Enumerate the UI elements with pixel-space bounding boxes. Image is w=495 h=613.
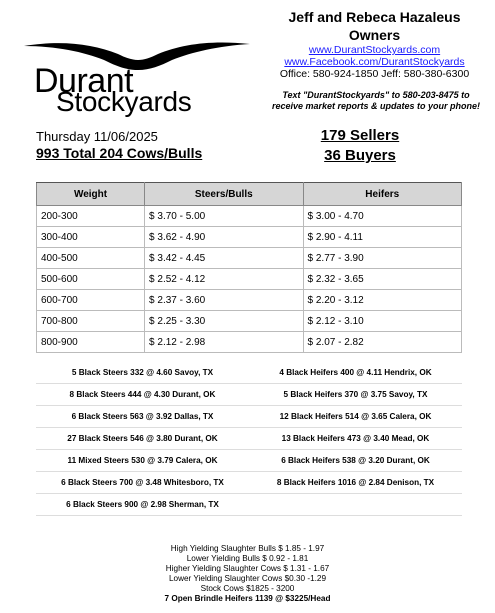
heifers-price-cell: $ 2.20 - 3.12	[303, 290, 461, 311]
text-message-notice	[262, 90, 490, 112]
steers-price-cell: $ 2.37 - 3.60	[145, 290, 303, 311]
website-link[interactable]: www.DurantStockyards.com	[308, 44, 441, 56]
steers-price-cell: $ 2.25 - 3.30	[145, 311, 303, 332]
heifers-price-cell: $ 2.07 - 2.82	[303, 332, 461, 353]
price-line: Stock Cows $1825 - 3200	[200, 584, 295, 593]
steers-price-cell: $ 3.62 - 4.90	[145, 227, 303, 248]
price-line: Lower Yielding Slaughter Cows $0.30 -1.29	[168, 574, 327, 583]
steer-sale: 6 Black Steers 563 @ 3.92 Dallas, TX	[71, 412, 214, 421]
text-notice-line-2: receive market reports & updates to your phone!	[271, 101, 481, 111]
sellers-buyers	[300, 126, 420, 166]
heifer-sale: 13 Black Heifers 473 @ 3.40 Mead, OK	[281, 434, 430, 443]
steers-price-cell: $ 2.52 - 4.12	[145, 269, 303, 290]
list-item	[36, 384, 462, 406]
list-item	[36, 428, 462, 450]
price-table	[36, 182, 462, 353]
price-line: 7 Open Brindle Heifers 1139 @ $3225/Head	[164, 594, 331, 603]
list-item	[36, 406, 462, 428]
weight-cell: 500-600	[37, 269, 145, 290]
table-row	[37, 332, 462, 353]
table-row	[37, 311, 462, 332]
sellers-count: 179 Sellers	[320, 127, 400, 144]
buyers-count: 36 Buyers	[324, 147, 396, 164]
price-line: Higher Yielding Slaughter Cows $ 1.31 - 1.67	[165, 564, 330, 573]
logo-text-stockyards: Stockyards	[56, 86, 192, 117]
weight-cell: 800-900	[37, 332, 145, 353]
weight-cell: 400-500	[37, 248, 145, 269]
heifers-price-cell: $ 2.90 - 4.11	[303, 227, 461, 248]
list-item	[36, 494, 462, 516]
steers-price-cell: $ 3.70 - 5.00	[145, 206, 303, 227]
steer-sale: 8 Black Steers 444 @ 4.30 Durant, OK	[69, 390, 216, 399]
total-head-count: 993 Total 204 Cows/Bulls	[36, 145, 203, 161]
steers-price-cell: $ 3.42 - 4.45	[145, 248, 303, 269]
table-row	[37, 248, 462, 269]
facebook-link[interactable]: www.Facebook.com/DurantStockyards	[284, 56, 465, 68]
header-heifers: Heifers	[303, 183, 461, 206]
table-row	[37, 206, 462, 227]
price-line: Lower Yielding Bulls $ 0.92 - 1.81	[186, 554, 309, 563]
list-item	[36, 362, 462, 384]
steer-sale: 5 Black Steers 332 @ 4.60 Savoy, TX	[71, 368, 214, 377]
text-notice-line-1: Text "DurantStockyards" to 580-203-8475 to	[282, 90, 470, 100]
heifer-sale: 8 Black Heifers 1016 @ 2.84 Denison, TX	[276, 478, 435, 487]
table-row	[37, 227, 462, 248]
steer-sale: 6 Black Steers 700 @ 3.48 Whitesboro, TX	[61, 478, 224, 487]
phone-numbers: Office: 580-924-1850 Jeff: 580-380-6300	[279, 68, 470, 80]
table-row	[37, 269, 462, 290]
steers-price-cell: $ 2.12 - 2.98	[145, 332, 303, 353]
steer-sale: 27 Black Steers 546 @ 3.80 Durant, OK	[67, 434, 218, 443]
logo-text-durant: Durant	[34, 62, 134, 100]
header-steers-bulls: Steers/Bulls	[145, 183, 303, 206]
table-row	[37, 290, 462, 311]
heifer-sale: 5 Black Heifers 370 @ 3.75 Savoy, TX	[283, 390, 428, 399]
sale-date: Thursday 11/06/2025	[36, 129, 158, 144]
slaughter-cattle-prices	[60, 544, 435, 604]
weight-cell: 200-300	[37, 206, 145, 227]
owners-block	[262, 8, 487, 80]
price-table-header	[37, 183, 462, 206]
weight-cell: 300-400	[37, 227, 145, 248]
owners-names: Jeff and Rebeca Hazaleus	[288, 9, 461, 25]
weight-cell: 700-800	[37, 311, 145, 332]
list-item	[36, 472, 462, 494]
heifer-sale: 6 Black Heifers 538 @ 3.20 Durant, OK	[281, 456, 430, 465]
owners-title: Owners	[348, 27, 401, 43]
heifer-sale: 4 Black Heifers 400 @ 4.11 Hendrix, OK	[279, 368, 432, 377]
steer-sale: 6 Black Steers 900 @ 2.98 Sherman, TX	[66, 500, 219, 509]
heifers-price-cell: $ 3.00 - 4.70	[303, 206, 461, 227]
weight-cell: 600-700	[37, 290, 145, 311]
header-weight: Weight	[37, 183, 145, 206]
heifers-price-cell: $ 2.77 - 3.90	[303, 248, 461, 269]
heifers-price-cell: $ 2.12 - 3.10	[303, 311, 461, 332]
heifers-price-cell: $ 2.32 - 3.65	[303, 269, 461, 290]
price-line: High Yielding Slaughter Bulls $ 1.85 - 1.97	[170, 544, 325, 553]
steer-sale: 11 Mixed Steers 530 @ 3.79 Calera, OK	[67, 456, 218, 465]
heifer-sale: 12 Black Heifers 514 @ 3.65 Calera, OK	[279, 412, 432, 421]
list-item	[36, 450, 462, 472]
representative-sales-list	[36, 362, 462, 516]
durant-stockyards-logo	[22, 38, 252, 118]
